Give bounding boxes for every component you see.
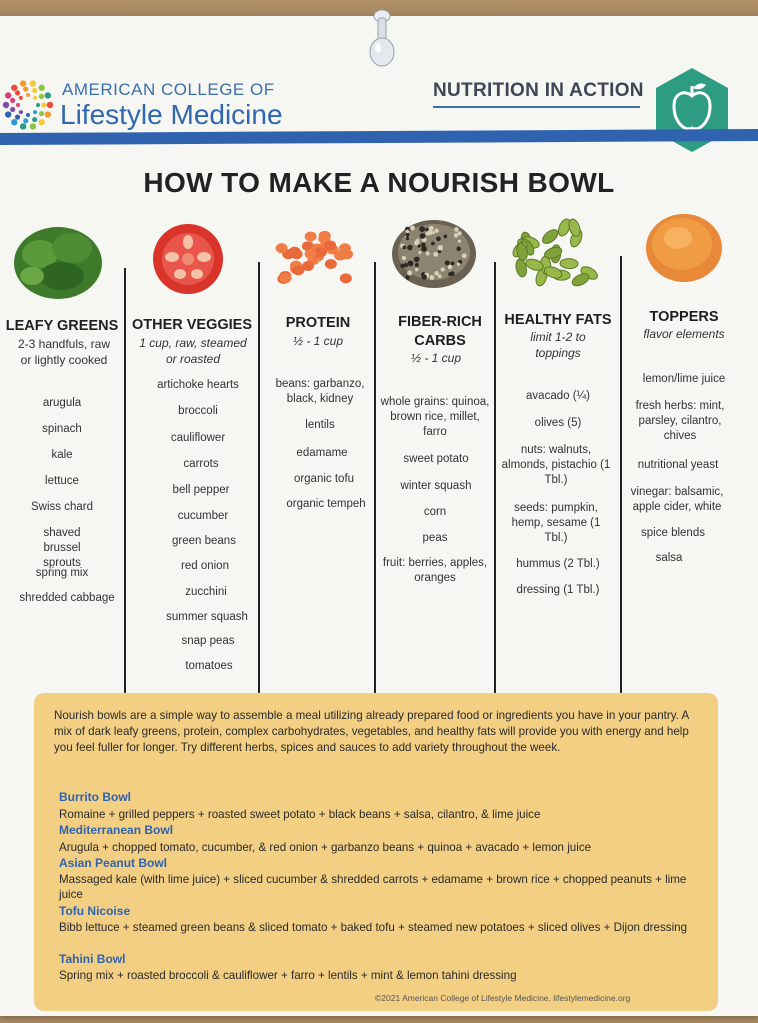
list-item: cauliflower bbox=[170, 432, 226, 444]
recipe-title-mediterranean-bowl: Mediterranean Bowl bbox=[59, 823, 174, 837]
list-item: lentils bbox=[305, 419, 335, 431]
list-item: arugula bbox=[42, 397, 82, 409]
list-item: tomatoes bbox=[185, 660, 233, 672]
list-item: shredded cabbage bbox=[19, 592, 115, 604]
recipe-title-asian-peanut-bowl: Asian Peanut Bowl bbox=[59, 856, 168, 870]
column-subtitle-healthy-fats: limit 1-2 to toppings bbox=[530, 330, 586, 360]
list-item: spring mix bbox=[35, 567, 89, 579]
column-subtitle-other-veggies: 1 cup, raw, steamed or roasted bbox=[139, 336, 247, 366]
lentils-icon bbox=[268, 222, 360, 292]
pumpkin-seeds-icon bbox=[508, 214, 604, 290]
list-item: kale bbox=[51, 449, 73, 461]
column-title-protein: PROTEIN bbox=[285, 315, 351, 331]
column-title-toppers: TOPPERS bbox=[649, 309, 719, 325]
tomato-slice-icon bbox=[150, 222, 228, 296]
list-item: carrots bbox=[183, 458, 219, 470]
list-item: fresh herbs: mint, parsley, cilantro, chives bbox=[635, 400, 725, 442]
column-title-other-veggies: OTHER VEGGIES bbox=[131, 317, 253, 333]
push-pin-icon bbox=[367, 8, 397, 72]
list-item: zucchini bbox=[185, 586, 227, 598]
list-item: beans: garbanzo, black, kidney bbox=[275, 378, 365, 405]
list-item: whole grains: quinoa, brown rice, millet, farro bbox=[380, 396, 490, 438]
page-title: HOW TO MAKE A NOURISH BOWL bbox=[143, 167, 615, 198]
list-item: broccoli bbox=[178, 405, 218, 417]
list-item: edamame bbox=[296, 447, 348, 459]
recipe-title-tofu-nicoise: Tofu Nicoise bbox=[59, 904, 131, 918]
list-item: organic tofu bbox=[293, 473, 355, 485]
spice-powder-icon bbox=[642, 204, 726, 288]
list-item: sweet potato bbox=[403, 453, 469, 465]
list-item: snap peas bbox=[181, 635, 235, 647]
list-item: fruit: berries, apples, oranges bbox=[382, 557, 488, 584]
list-item: vinegar: balsamic, apple cider, white bbox=[630, 486, 724, 513]
list-item: organic tempeh bbox=[286, 498, 366, 510]
column-subtitle-fiber-rich-carbs: ½ - 1 cup bbox=[410, 351, 462, 365]
column-title-healthy-fats: HEALTHY FATS bbox=[504, 312, 612, 328]
list-item: hummus (2 Tbl.) bbox=[516, 558, 600, 570]
acolm-logo-icon bbox=[2, 70, 54, 140]
grains-icon bbox=[388, 214, 480, 292]
copyright-notice: ©2021 American College of Lifestyle Medicine. lifestylemedicine.org bbox=[375, 993, 631, 1003]
org-name-line2: Lifestyle Medicine bbox=[60, 99, 283, 130]
list-item: artichoke hearts bbox=[157, 379, 239, 391]
list-item: peas bbox=[422, 532, 448, 544]
list-item: salsa bbox=[655, 552, 683, 564]
list-item: nutritional yeast bbox=[637, 459, 719, 471]
recipe-title-tahini-bowl: Tahini Bowl bbox=[59, 952, 126, 966]
list-item: shaved brussel sprouts bbox=[43, 527, 81, 569]
list-item: lemon/lime juice bbox=[642, 373, 726, 385]
recipe-desc-mediterranean-bowl: Arugula + chopped tomato, cucumber, & red onion + garbanzo beans + quinoa + avacado + lemon juice bbox=[59, 841, 592, 854]
org-name-line1: AMERICAN COLLEGE OF bbox=[62, 80, 275, 99]
column-subtitle-protein: ½ - 1 cup bbox=[292, 334, 344, 348]
series-label: NUTRITION IN ACTION bbox=[433, 80, 644, 101]
column-subtitle-toppers: flavor elements bbox=[643, 327, 725, 341]
list-item: avacado (¼) bbox=[526, 390, 590, 402]
recipe-title-burrito-bowl: Burrito Bowl bbox=[59, 790, 131, 804]
list-item: spinach bbox=[42, 423, 82, 435]
recipe-desc-tahini-bowl: Spring mix + roasted broccoli & cauliflower + farro + lentils + mint & lemon tahini dressing bbox=[59, 969, 517, 982]
intro-paragraph: Nourish bowls are a simple way to assemble a meal utilizing already prepared food or ingredients you have in your pantry. A mix of dark leafy greens, protein, complex carbohydrates, vegetables, and healthy fats will provide you with energy and help you feel fuller for longer. Try different herbs, spices and sauces to add variety throughout the week. bbox=[54, 709, 689, 754]
list-item: green beans bbox=[172, 535, 236, 547]
leafy-greens-icon bbox=[10, 218, 106, 304]
list-item: summer squash bbox=[166, 611, 248, 623]
list-item: spice blends bbox=[641, 527, 705, 539]
column-subtitle-leafy-greens: 2-3 handfuls, raw or lightly cooked bbox=[17, 337, 111, 367]
list-item: nuts: walnuts, almonds, pistachio (1 Tbl.) bbox=[501, 444, 611, 486]
list-item: olives (5) bbox=[534, 417, 582, 429]
list-item: winter squash bbox=[400, 480, 472, 492]
recipe-desc-asian-peanut-bowl: Massaged kale (with lime juice) + sliced cucumber & shredded carrots + edamame + brown rice + chopped peanuts + lime juice bbox=[59, 873, 687, 901]
list-item: cucumber bbox=[177, 510, 229, 522]
column-title-fiber-rich-carbs: FIBER-RICH CARBS bbox=[398, 314, 482, 349]
list-item: red onion bbox=[181, 560, 229, 572]
list-item: seeds: pumpkin, hemp, sesame (1 Tbl.) bbox=[511, 502, 601, 544]
column-title-leafy-greens: LEAFY GREENS bbox=[5, 318, 119, 334]
list-item: Swiss chard bbox=[31, 501, 93, 513]
list-item: dressing (1 Tbl.) bbox=[516, 584, 600, 596]
list-item: lettuce bbox=[45, 475, 79, 487]
recipe-desc-burrito-bowl: Romaine + grilled peppers + roasted sweet potato + black beans + salsa, cilantro, & lime juice bbox=[59, 808, 541, 821]
list-item: bell pepper bbox=[172, 484, 230, 496]
series-underline bbox=[433, 106, 640, 108]
recipe-desc-tofu-nicoise: Bibb lettuce + steamed green beans & sliced tomato + baked tofu + steamed new potatoes + sliced olives + Dijon dressing bbox=[59, 921, 688, 934]
list-item: corn bbox=[423, 506, 447, 518]
